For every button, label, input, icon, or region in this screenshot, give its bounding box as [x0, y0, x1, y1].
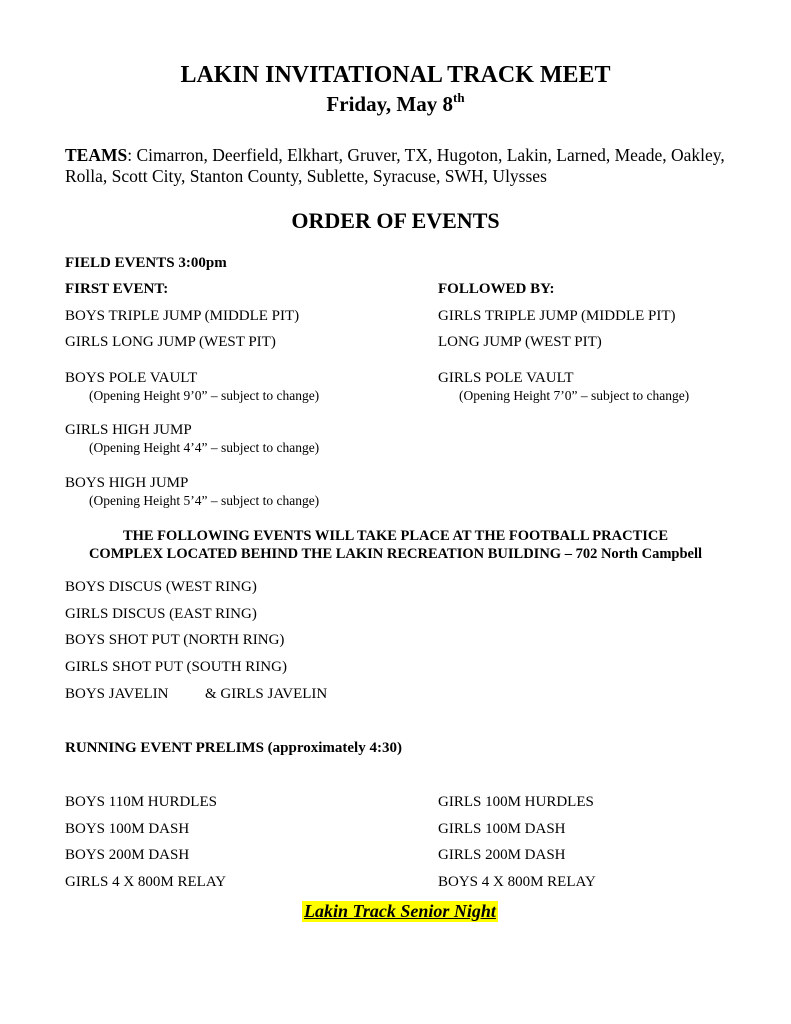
throw-event: GIRLS DISCUS (EAST RING): [65, 606, 257, 622]
order-of-events-heading: ORDER OF EVENTS: [291, 208, 500, 233]
field-event-right: GIRLS POLE VAULT: [438, 370, 574, 386]
teams-paragraph: [65, 145, 745, 187]
field-event-note: (Opening Height 7’0” – subject to change): [459, 388, 690, 403]
throw-event: BOYS DISCUS (WEST RING): [65, 579, 257, 595]
field-event-note: (Opening Height 5’4” – subject to change): [89, 493, 320, 508]
event-date-suffix: th: [453, 90, 465, 105]
running-prelims-heading: RUNNING EVENT PRELIMS (approximately 4:30): [65, 740, 402, 756]
field-event-left: GIRLS LONG JUMP (WEST PIT): [65, 334, 276, 350]
teams-list: : Cimarron, Deerfield, Elkhart, Gruver, TX, Hugoton, Lakin, Larned, Meade, Oakley, Rolla, Scott City, Stanton County, Sublette, Syracuse, SWH, Ulysses: [65, 145, 725, 186]
event-date-text: Friday, May 8: [326, 92, 453, 116]
running-event-right: GIRLS 100M HURDLES: [438, 794, 594, 810]
throw-event-javelin-boys: BOYS JAVELIN: [65, 686, 169, 702]
practice-complex-notice: THE FOLLOWING EVENTS WILL TAKE PLACE AT THE FOOTBALL PRACTICE: [122, 528, 669, 544]
field-events-heading: FIELD EVENTS 3:00pm: [65, 255, 227, 271]
running-event-right: GIRLS 200M DASH: [438, 847, 566, 863]
running-event-right: GIRLS 100M DASH: [438, 821, 566, 837]
first-event-label: FIRST EVENT:: [65, 281, 169, 297]
page-title: LAKIN INVITATIONAL TRACK MEET: [180, 62, 611, 88]
teams-label: TEAMS: [65, 145, 128, 165]
field-event-left: GIRLS HIGH JUMP: [65, 422, 192, 438]
followed-by-label: FOLLOWED BY:: [438, 281, 555, 297]
field-event-left: BOYS TRIPLE JUMP (MIDDLE PIT): [65, 308, 300, 324]
field-event-note: (Opening Height 9’0” – subject to change): [89, 388, 320, 403]
running-event-left: BOYS 110M HURDLES: [65, 794, 217, 810]
running-event-left: GIRLS 4 X 800M RELAY: [65, 874, 227, 890]
running-event-left: BOYS 200M DASH: [65, 847, 190, 863]
senior-night-highlight: Lakin Track Senior Night: [304, 901, 496, 921]
field-event-left: BOYS HIGH JUMP: [65, 475, 189, 491]
field-event-right: LONG JUMP (WEST PIT): [438, 334, 602, 350]
field-event-note: (Opening Height 4’4” – subject to change): [89, 440, 320, 455]
practice-complex-notice: COMPLEX LOCATED BEHIND THE LAKIN RECREATION BUILDING – 702 North Campbell: [88, 546, 703, 562]
field-event-left: BOYS POLE VAULT: [65, 370, 198, 386]
throw-event: BOYS SHOT PUT (NORTH RING): [65, 632, 285, 648]
throw-event-javelin-girls: & GIRLS JAVELIN: [205, 686, 328, 702]
event-date: [0, 92, 791, 117]
running-event-left: BOYS 100M DASH: [65, 821, 190, 837]
throw-event: GIRLS SHOT PUT (SOUTH RING): [65, 659, 287, 675]
field-event-right: GIRLS TRIPLE JUMP (MIDDLE PIT): [438, 308, 676, 324]
running-event-right: BOYS 4 X 800M RELAY: [438, 874, 596, 890]
